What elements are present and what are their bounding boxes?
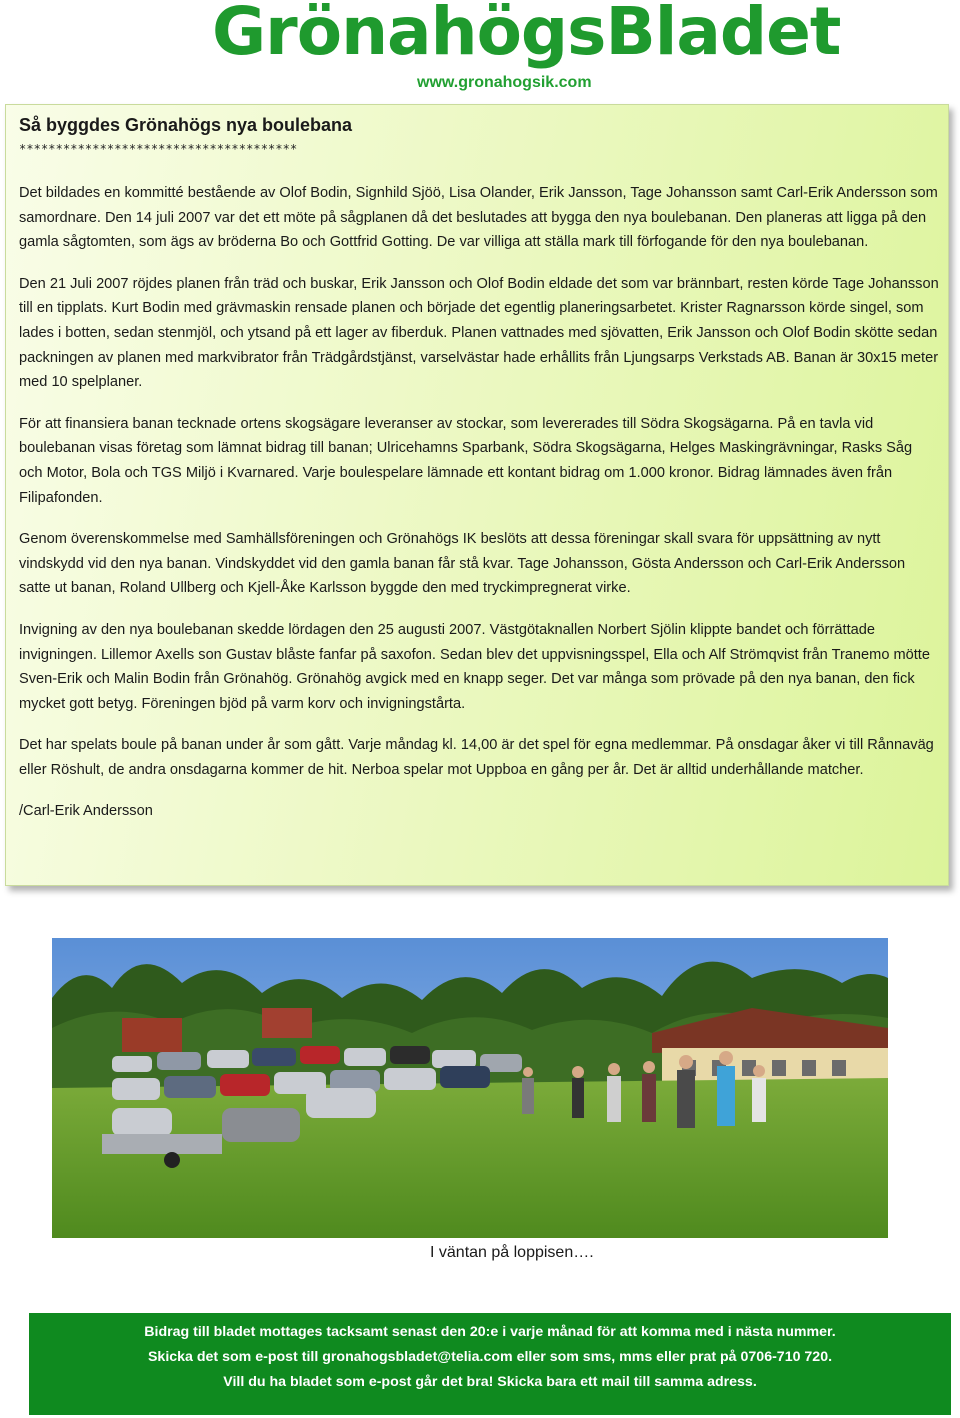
masthead-title: GrönahögsBladet [212,0,841,70]
photo-caption: I väntan på loppisen…. [430,1244,594,1261]
article-paragraph-2: Den 21 Juli 2007 röjdes planen från träd och buskar, Erik Jansson och Olof Bodin eldade det som var brännbart, resten körde Tage Johansson till en tipplats. Kurt Bodin med grävmaskin rensade planen och började det egentlig planeringsarbetet. Krister Ragnarsson körde singel, som lades i botten, sedan stenmjöl, och ytsand på ett lager av fiberduk. Planen vattnades med sjövatten, Erik Jansson och Olof Bodin skötte sedan packningen av planen med markvibrator från Trädgårdstjänst, varselvästar hade erhållits från Ljungsarps Verkstads AB. Banan är 30x15 meter med 10 spelplaner. [19,275,939,391]
article-paragraph-3: För att finansiera banan tecknade ortens skogsägare leveranser av stockar, som levererades till Södra Skogsägarna. På en tavla vid boulebanan visas företag som lämnat bidrag till banan; Ulricehamns Sparbank, Södra Skogsägarna, Helges Maskingrävningar, Rasks Såg och Motor, Bola och TGS Miljö i Kvarnared. Varje boulespelare lämnade ett kontant bidrag om 1.000 kronor. Bidrag lämnades även från Filipafonden. [19,415,913,506]
article-box [5,104,949,886]
star-divider: ************************************** [19,142,298,156]
footer-banner [29,1313,951,1415]
article-body [19,181,939,841]
article-paragraph-6: Det har spelats boule på banan under år som gått. Varje måndag kl. 14,00 är det spel för egna medlemmar. På onsdagar åker vi till Rånnaväg eller Röshult, de andra onsdagarna kommer de hit. Nerboa spelar mot Uppboa en gång per år. Det är alltid underhållande matcher. [19,737,934,778]
article-signature: /Carl-Erik Andersson [19,803,153,820]
footer-line-1: Bidrag till bladet mottages tacksamt senast den 20:e i varje månad för att komma med i nästa nummer. [144,1324,836,1340]
website-link[interactable]: www.gronahogsik.com [417,74,592,91]
article-title: Så byggdes Grönahögs nya boulebana [19,115,353,135]
article-paragraph-4: Genom överenskommelse med Samhällsföreningen och Grönahögs IK beslöts att dessa föreningar skall svara för uppsättning av nytt vindskydd vid den nya banan. Vindskyddet vid den gamla banan får stå kvar. Tage Johansson, Gösta Andersson och Carl-Erik Andersson satte ut banan, Roland Ullberg och Kjell-Åke Karlsson byggde den med tryckimpregnerat virke. [19,531,906,597]
footer-line-3: Vill du ha bladet som e-post går det bra! Skicka bara ett mail till samma adress. [223,1374,757,1390]
event-photo [52,938,888,1238]
article-paragraph-1: Det bildades en kommitté bestående av Olof Bodin, Signhild Sjöö, Lisa Olander, Erik Jansson, Tage Johansson samt Carl-Erik Andersson som samordnare. Den 14 juli 2007 var det ett möte på sågplanen då det beslutades att bygga den nya boulebanan. Den planeras att ligga på den gamla sågtomten, som ägs av bröderna Bo och Gottfrid Gotting. De var villiga att ställa mark till förfogande för den nya boulebanan. [19,185,938,251]
article-paragraph-5: Invigning av den nya boulebanan skedde lördagen den 25 augusti 2007. Västgötaknallen Norbert Sjölin klippte bandet och förrättade invigningen. Lillemor Axells son Gustav blåste fanfar på saxofon. Sedan blev det uppvisningsspel, Ella och Alf Strömqvist från Tranemo mötte Sven-Erik och Malin Bodin från Grönahög. Grönahög avgick med en knapp seger. Det var många som prövade på den nya banan, den fick mycket gott betyg. Föreningen bjöd på varm korv och invigningstårta. [19,621,930,712]
footer-line-2: Skicka det som e-post till gronahogsbladet@telia.com eller som sms, mms eller prat på 0706-710 720. [147,1349,833,1365]
